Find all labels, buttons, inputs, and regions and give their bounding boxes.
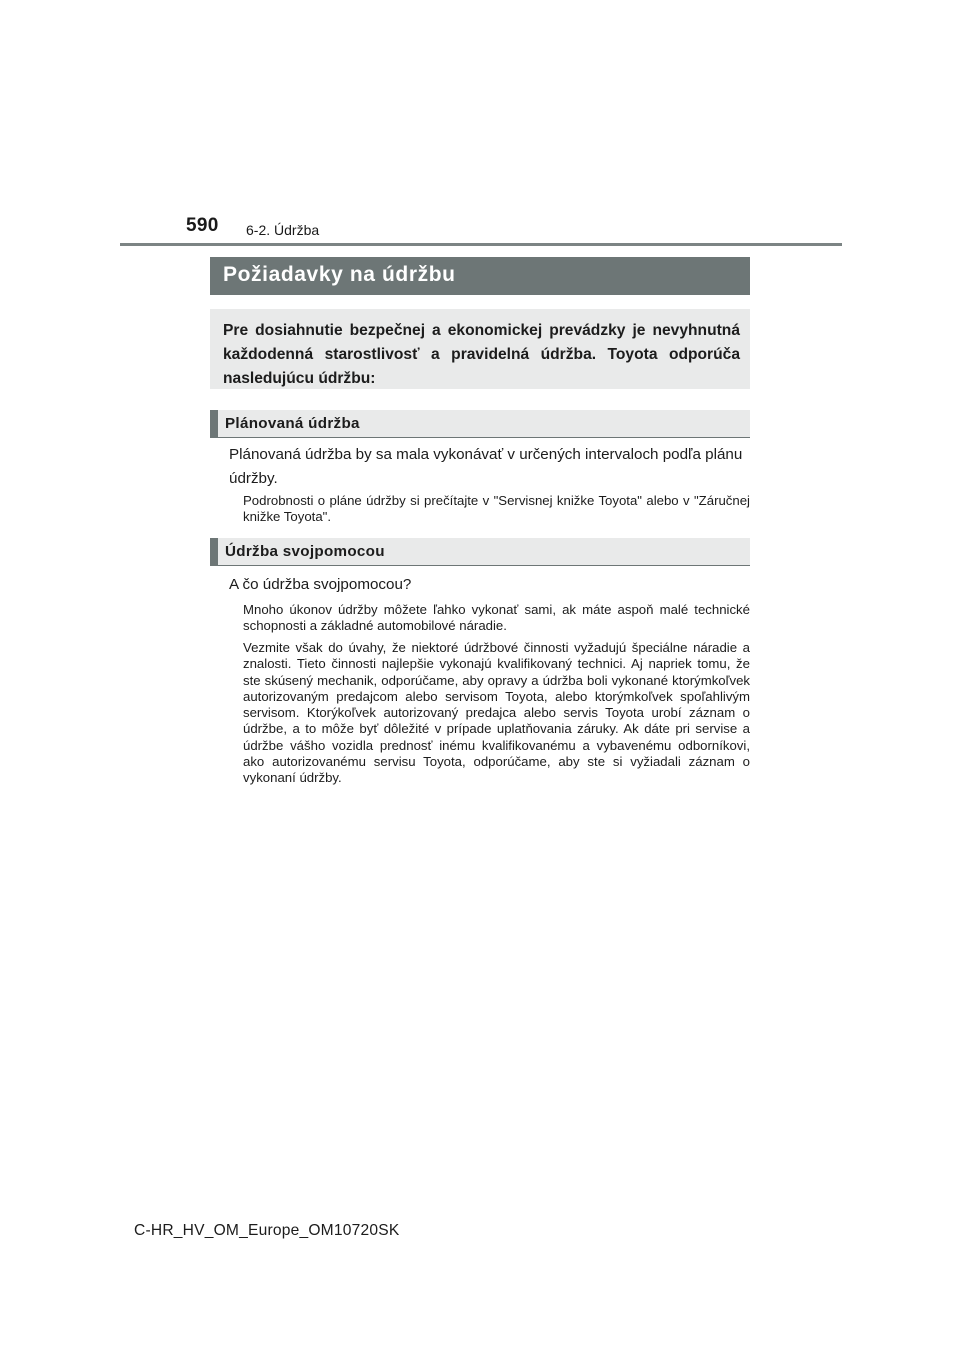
page-number: 590 <box>186 215 219 236</box>
section-body-scheduled-maintenance: Plánovaná údržba by sa mala vykonávať v určených intervaloch podľa plánu údržby. <box>229 446 743 487</box>
running-header-section: 6-2. Údržba <box>246 222 320 238</box>
note-diy-special-tools: Vezmite však do úvahy, že niektoré údržbové činnosti vyžadujú špeciálne náradie a znalosti. Tieto činnosti najlepšie vykonajú kvalifikovaný technici. Aj napriek tomu, že ste skúsený mechanik, odporúčame, aby opravy a údržba boli vykonané ktorýmkoľvek autorizovaným predajcom alebo servisom Toyota, alebo ktorýmkoľvek spoľahlivým servisom. Ktorýkoľvek autorizovaný predajca alebo servis Toyota urobí záznam o údržbe, a to môže byť dôležité v prípade uplatňovania záruky. Ak dáte pri servise a údržbe vášho vozidla prednosť inému kvalifikovanému a vybavenému odborníkovi, ako autorizovanému servisu Toyota, odporúčame, aby ste si vyžiadali záznam o vykonaní údržby. <box>243 640 750 786</box>
section-body-diy-maintenance: A čo údržba svojpomocou? <box>229 576 412 593</box>
note-scheduled-maintenance: Podrobnosti o pláne údržby si prečítajte v "Servisnej knižke Toyota" alebo v "Záručnej knižke Toyota". <box>243 493 750 525</box>
section-heading-scheduled-maintenance: Plánovaná údržba <box>210 410 750 438</box>
footer-document-code: C-HR_HV_OM_Europe_OM10720SK <box>134 1222 400 1239</box>
section-heading-diy-maintenance: Údržba svojpomocou <box>210 538 750 566</box>
header-rule <box>120 243 842 246</box>
page-title-bar <box>210 257 750 295</box>
intro-box: Pre dosiahnutie bezpečnej a ekonomickej prevádzky je nevyhnutná každodenná starostlivosť a pravidelná údržba. Toyota odporúča nasledujúcu údržbu: <box>210 309 750 389</box>
page-title: Požiadavky na údržbu <box>223 263 456 286</box>
note-diy-basic-skills: Mnoho úkonov údržby môžete ľahko vykonať sami, ak máte aspoň malé technické schopnosti a základné automobilové náradie. <box>243 602 750 634</box>
